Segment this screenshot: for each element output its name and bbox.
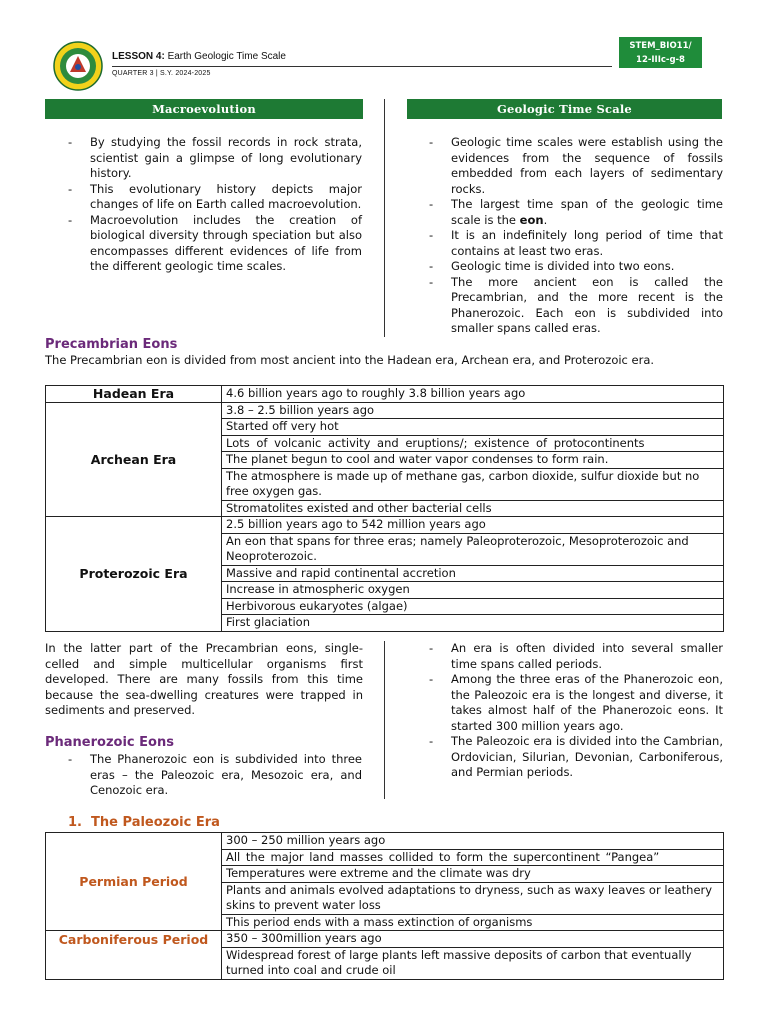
period-fact: This period ends with a mass extinction of organisms (222, 914, 724, 931)
precambrian-eras-table (45, 385, 724, 632)
era-fact: The planet begun to cool and water vapor condenses to form rain. (222, 452, 724, 469)
lesson-header (112, 49, 612, 77)
period-fact: Plants and animals evolved adaptations to dryness, such as waxy leaves or leathery skins to prevent water loss (222, 882, 724, 914)
list-item: - The more ancient eon is called the Precambrian, and the more recent is the Phanerozoic. Each eon is subdivided into smaller spans called eras. (427, 275, 723, 337)
list-item: - The Phanerozoic eon is subdivided into three eras – the Paleozoic era, Mesozoic era, and Cenozoic era. (66, 752, 362, 799)
header-divider (112, 66, 612, 67)
geologic-time-scale-heading: Geologic Time Scale (407, 99, 722, 119)
phanerozoic-eons-title: Phanerozoic Eons (45, 735, 174, 750)
list-item: - Among the three eras of the Phanerozoic eon, the Paleozoic era is the longest and diverse, it takes almost half of the Phanerozoic eons. It started 300 million years ago. (427, 672, 723, 734)
table-row (46, 386, 724, 403)
era-fact: Herbivorous eukaryotes (algae) (222, 598, 724, 615)
school-seal-logo (53, 41, 103, 91)
paleozoic-era-title: 1. The Paleozoic Era (68, 815, 220, 830)
precambrian-intro: The Precambrian eon is divided from most ancient into the Hadean era, Archean era, and Proterozoic era. (45, 353, 655, 367)
period-name: Carboniferous Period (46, 931, 222, 980)
era-name: Proterozoic Era (46, 517, 222, 632)
column-divider-top (384, 99, 385, 337)
era-fact: First glaciation (222, 615, 724, 632)
geologic-time-scale-list (427, 135, 723, 337)
list-item: - The Paleozoic era is divided into the Cambrian, Ordovician, Silurian, Devonian, Carboniferous, and Permian periods. (427, 734, 723, 781)
quarter-label: QUARTER 3 | S.Y. 2024-2025 (112, 70, 211, 77)
period-fact: Widespread forest of large plants left massive deposits of carbon that eventually turned into coal and crude oil (222, 947, 724, 979)
period-fact: All the major land masses collided to form the supercontinent “Pangea” (222, 849, 724, 866)
competency-code-badge: STEM_BIO11/ 12-IIIc-g-8 (619, 37, 702, 68)
list-item: - This evolutionary history depicts major changes of life on Earth called macroevolution. (66, 182, 362, 213)
period-fact: 300 – 250 million years ago (222, 833, 724, 850)
macroevolution-heading: Macroevolution (45, 99, 363, 119)
list-item: - An era is often divided into several smaller time spans called periods. (427, 641, 723, 672)
latter-precambrian-paragraph: In the latter part of the Precambrian eons, single-celled and simple multicellular organisms first developed. There are many fossils from this time because the sea-dwelling creatures were trapped in sediments and preserved. (45, 641, 363, 717)
list-item: - Geologic time scales were establish using the evidences from the sequence of fossils embedded from each layers of sedimentary rocks. (427, 135, 723, 197)
era-fact: 3.8 – 2.5 billion years ago (222, 402, 724, 419)
era-fact: Started off very hot (222, 419, 724, 436)
era-fact: Lots of volcanic activity and eruptions/; existence of protocontinents (222, 435, 724, 452)
list-item: - Macroevolution includes the creation of biological diversity through speciation but also encompasses different evidences of life from the different geologic time scales. (66, 213, 362, 275)
table-row (46, 833, 724, 850)
period-fact: 350 – 300million years ago (222, 931, 724, 948)
table-row (46, 517, 724, 534)
era-name: Hadean Era (46, 386, 222, 403)
precambrian-eons-title: Precambrian Eons (45, 337, 178, 352)
list-item: - By studying the fossil records in rock strata, scientist gain a glimpse of long evolutionary history. (66, 135, 362, 182)
era-name: Archean Era (46, 402, 222, 517)
era-fact: 2.5 billion years ago to 542 million years ago (222, 517, 724, 534)
macroevolution-list (66, 135, 362, 275)
list-item: - Geologic time is divided into two eons. (427, 259, 723, 275)
table-row (46, 931, 724, 948)
era-fact: The atmosphere is made up of methane gas, carbon dioxide, sulfur dioxide but no free oxygen gas. (222, 468, 724, 500)
list-item: - It is an indefinitely long period of time that contains at least two eras. (427, 228, 723, 259)
era-fact: Stromatolites existed and other bacterial cells (222, 500, 724, 517)
table-row (46, 402, 724, 419)
era-fact: Massive and rapid continental accretion (222, 565, 724, 582)
lesson-title: LESSON 4: Earth Geologic Time Scale (112, 51, 286, 62)
era-fact: An eon that spans for three eras; namely Paleoproterozoic, Mesoproterozoic and Neoproterozoic. (222, 533, 724, 565)
era-fact: Increase in atmospheric oxygen (222, 582, 724, 599)
paleozoic-periods-table (45, 832, 724, 980)
periods-list (427, 641, 723, 781)
era-fact: 4.6 billion years ago to roughly 3.8 billion years ago (222, 386, 724, 403)
period-name: Permian Period (46, 833, 222, 931)
list-item: - The largest time span of the geologic time scale is the eon. (427, 197, 723, 228)
period-fact: Temperatures were extreme and the climate was dry (222, 866, 724, 883)
phanerozoic-list (66, 752, 362, 799)
column-divider-middle (384, 641, 385, 799)
